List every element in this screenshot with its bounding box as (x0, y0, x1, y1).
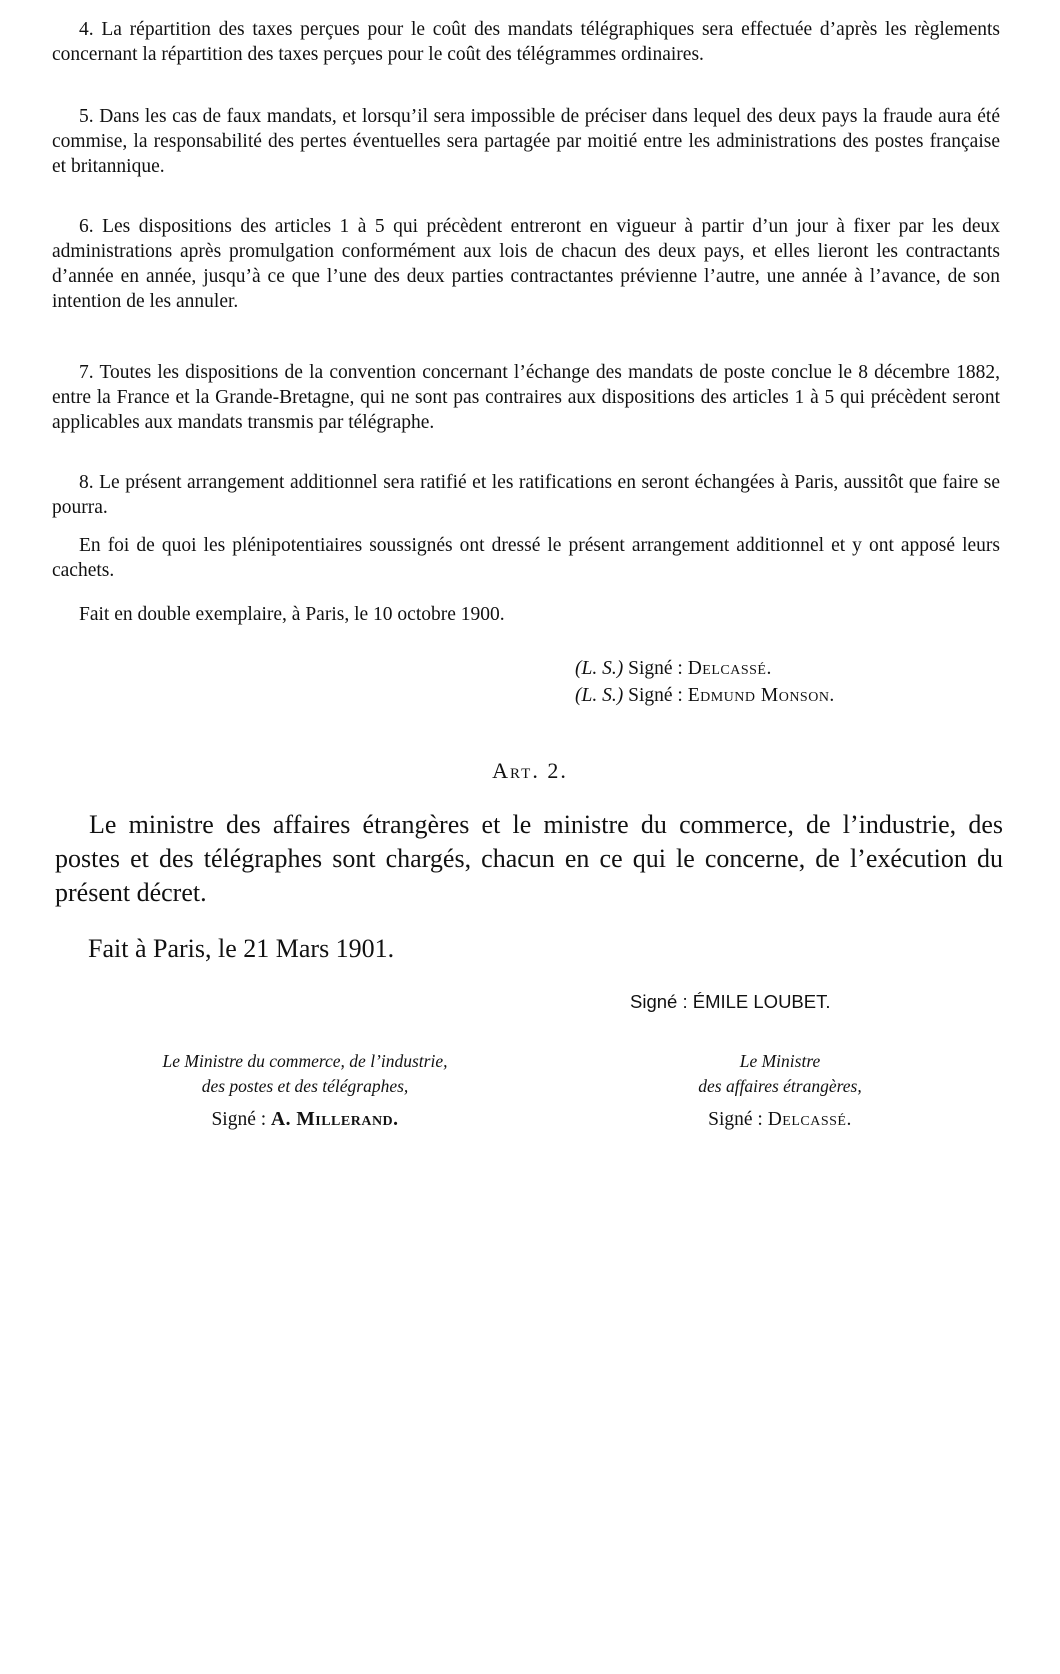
article-6-text: Les dispositions des articles 1 à 5 qui précèdent entreront en vigueur à partir d’un jour à fixer par les deux administrations après promulgation conformément aux lois de chacun des deux pays, et elles lieront les contractants d’année en année, jusqu’à ce que l’une des deux parties contractantes prévienne l’autre, une année à l’avance, de son intention de les annuler. (52, 216, 1001, 312)
arrangement-signature-2 (575, 683, 835, 708)
article-4-text: La répartition des taxes perçues pour le coût des mandats télégraphiques sera effectuée d’après les règlements concernant la répartition des taxes perçues pour le coût des télégrammes ordinaires. (52, 19, 1000, 65)
minister-affaires-title (610, 1049, 950, 1099)
president-signature: Signé : ÉMILE LOUBET. (630, 991, 831, 1012)
minister-affaires-name: Delcassé. (767, 1109, 852, 1130)
minister-affaires-signature (610, 1107, 950, 1132)
article-8-text: Le présent arrangement additionnel sera ratifié et les ratifications en seront échangées à Paris, aussitôt que faire se pourra. (52, 472, 1001, 518)
article-6 (52, 214, 1000, 314)
article-4 (52, 17, 1000, 67)
signe-label-2: Signé : (628, 685, 683, 706)
signatory-name-1: Delcassé. (687, 658, 772, 679)
seal-ls-2: (L. S.) (575, 685, 624, 706)
en-foi-paragraph: En foi de quoi les plénipotentiaires soussignés ont dressé le présent arrangement additionnel et y ont apposé leurs cachets. (52, 535, 1000, 581)
article-7-number: 7. (79, 362, 94, 383)
minister-commerce-name: A. Millerand. (271, 1109, 399, 1130)
article-5 (52, 104, 1000, 179)
minister-affaires-title-line2: des affaires étrangères, (698, 1076, 862, 1096)
article-8 (52, 470, 1000, 520)
article-2-text: Le ministre des affaires étrangères et le ministre du commerce, de l’industrie, des postes et des télégraphes sont chargés, chacun en ce qui le concerne, de l’exécution du présent décret. (55, 810, 1003, 907)
minister-affaires-signe: Signé : (708, 1109, 763, 1130)
minister-affaires-title-line1: Le Ministre (739, 1051, 821, 1071)
minister-commerce-title (90, 1049, 520, 1099)
minister-commerce-title-line2: des postes et des télégraphes, (201, 1076, 409, 1096)
article-2-heading: Art. 2. (492, 758, 568, 783)
article-7 (52, 360, 1000, 435)
article-8-number: 8. (79, 472, 94, 493)
fait-double-line: Fait en double exemplaire, à Paris, le 10 octobre 1900. (79, 604, 505, 625)
signe-label-1: Signé : (628, 658, 683, 679)
article-4-number: 4. (79, 19, 94, 40)
article-5-text: Dans les cas de faux mandats, et lorsqu’il sera impossible de préciser dans lequel des deux pays la fraude aura été commise, la responsabilité des pertes éventuelles sera partagée par moitié entre les administrations des postes française et britannique. (52, 106, 1000, 177)
seal-ls-1: (L. S.) (575, 658, 624, 679)
arrangement-signature-1 (575, 656, 772, 681)
minister-commerce-signature (90, 1107, 520, 1132)
signatory-name-2: Edmund Monson. (687, 685, 835, 706)
article-5-number: 5. (79, 106, 94, 127)
minister-commerce-signe: Signé : (211, 1109, 267, 1130)
article-6-number: 6. (79, 216, 94, 237)
minister-commerce-title-line1: Le Ministre du commerce, de l’industrie, (162, 1051, 448, 1071)
article-7-text: Toutes les dispositions de la convention concernant l’échange des mandats de poste conclue le 8 décembre 1882, entre la France et la Grande-Bretagne, qui ne sont pas contraires aux dispositions des articles 1 à 5 qui précèdent seront applicables aux mandats transmis par télégraphe. (52, 362, 1000, 433)
decree-date: Fait à Paris, le 21 Mars 1901. (88, 934, 395, 963)
